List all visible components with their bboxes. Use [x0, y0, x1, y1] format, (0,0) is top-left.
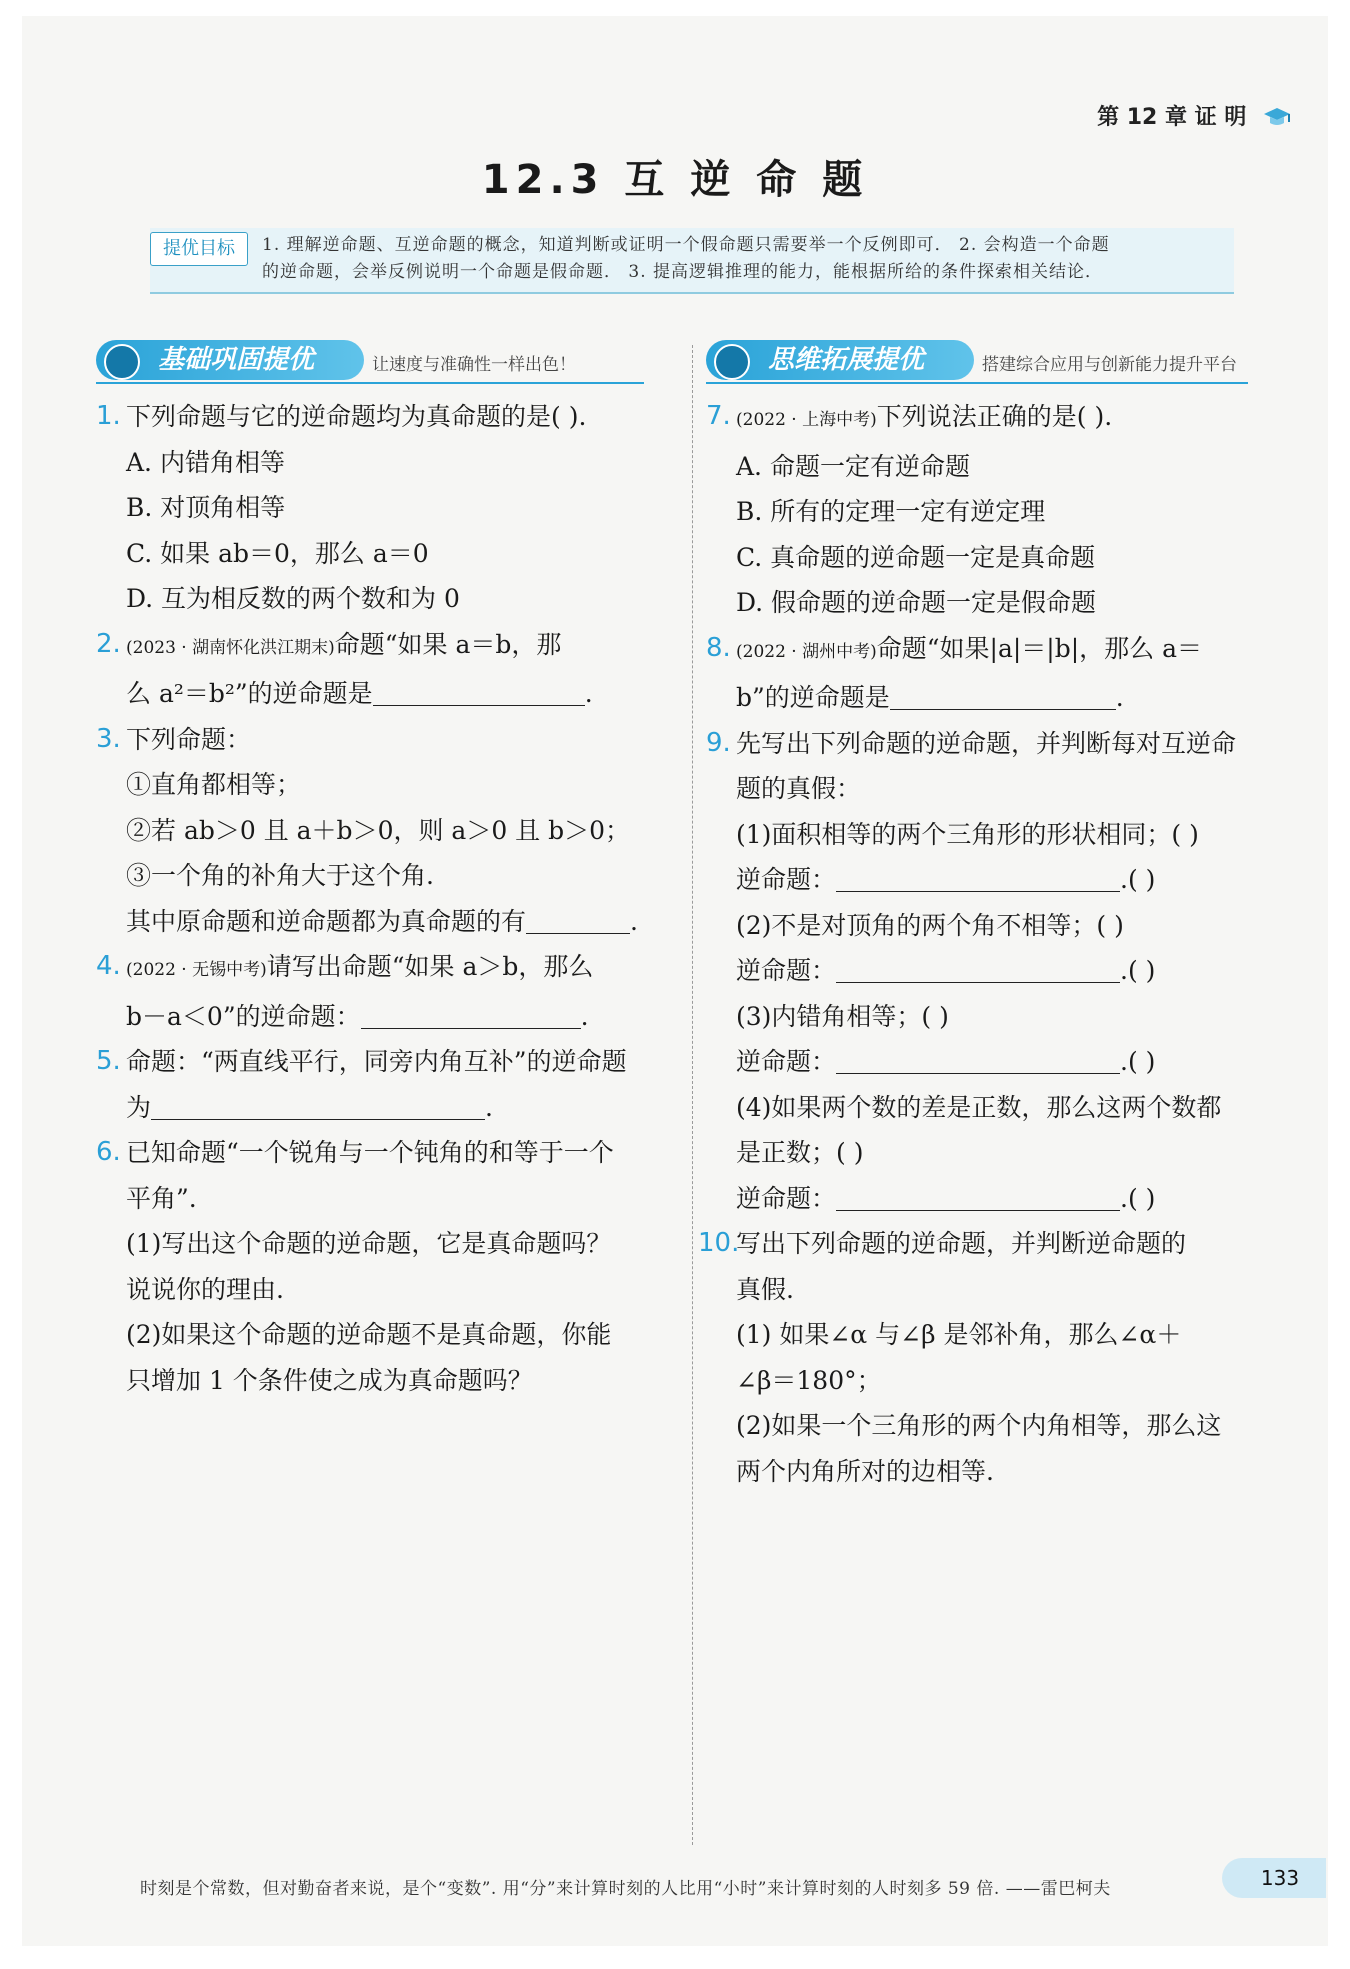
section-subtitle: 搭建综合应用与创新能力提升平台 — [982, 355, 1237, 375]
answer-blank[interactable] — [373, 680, 585, 706]
answer-blank[interactable] — [890, 684, 1116, 710]
section-underline — [706, 382, 1248, 384]
answer-blank[interactable] — [526, 908, 630, 934]
question-6-line: 平角”. — [126, 1183, 197, 1213]
option-c: C. 如果 ab＝0，那么 a＝0 — [126, 538, 429, 568]
page-number: 133 — [1260, 1866, 1300, 1890]
option-d: D. 互为相反数的两个数和为 0 — [126, 584, 460, 613]
question-2: 2. (2023 · 湖南怀化洪江期末)命题“如果 a＝b，那 — [96, 628, 562, 659]
converse-line: 逆命题： .( ) — [736, 865, 1156, 894]
option-a: A. 内错角相等 — [126, 447, 285, 477]
section-label: 思维拓展提优 — [706, 340, 974, 380]
section-underline — [96, 382, 644, 384]
page-title: 12.3 互 逆 命 题 — [481, 157, 869, 203]
chapter-header — [1097, 100, 1292, 131]
question-8: 8. (2022 · 湖州中考)命题“如果|a|＝|b|，那么 a＝ — [706, 632, 1202, 663]
sub-question: (1)写出这个命题的逆命题，它是真命题吗？ — [126, 1229, 612, 1258]
target-icon — [104, 344, 140, 380]
right-column — [698, 394, 1296, 1494]
proposition-item: ①直角都相等； — [126, 770, 302, 799]
goal-line: 的逆命题，会举反例说明一个命题是假命题． 3. 提高逻辑推理的能力，能根据所给的条件探索相关结论． — [262, 262, 1104, 282]
goal-text — [262, 232, 1222, 286]
option-b: B. 所有的定理一定有逆定理 — [736, 497, 1046, 526]
question-7: 7. (2022 · 上海中考)下列说法正确的是( ). — [706, 401, 1113, 431]
footer-quote: 时刻是个常数，但对勤奋者来说，是个“变数”. 用“分”来计算时刻的人比用“小时”来计算时刻的人时刻多 59 倍. ——雷巴柯夫 — [140, 1879, 1111, 1899]
sub-question: 只增加 1 个条件使之成为真命题吗？ — [126, 1365, 533, 1395]
question-6: 6. 已知命题“一个锐角与一个钝角的和等于一个 — [96, 1137, 614, 1167]
question-2-line: 么 a²＝b²”的逆命题是 . — [126, 679, 593, 708]
sub-question: (2)不是对顶角的两个角不相等；( ) — [736, 910, 1124, 940]
goal-line: 1. 理解逆命题、互逆命题的概念，知道判断或证明一个假命题只需要举一个反例即可． 2. 会构造一个命题 — [262, 235, 1110, 255]
sub-question: 说说你的理由. — [126, 1274, 284, 1304]
sub-question: (2)如果这个命题的逆命题不是真命题，你能 — [126, 1320, 612, 1349]
section-subtitle: 让速度与准确性一样出色！ — [372, 355, 576, 375]
goal-badge: 提优目标 — [150, 232, 248, 266]
converse-line: 逆命题： .( ) — [736, 1183, 1156, 1213]
section-banner-basic — [96, 340, 644, 384]
answer-blank[interactable] — [836, 957, 1120, 983]
question-3: 3. 下列命题： — [96, 723, 252, 754]
question-1: 1. 下列命题与它的逆命题均为真命题的是( ). — [96, 401, 587, 431]
answer-blank[interactable] — [836, 866, 1120, 892]
proposition-item: ②若 ab＞0 且 a＋b＞0，则 a＞0 且 b＞0； — [126, 815, 631, 845]
answer-blank[interactable] — [836, 1185, 1120, 1211]
learning-goals-box — [150, 228, 1234, 294]
option-a: A. 命题一定有逆命题 — [736, 451, 970, 481]
answer-blank[interactable] — [361, 1003, 581, 1029]
sub-question: 是正数；( ) — [736, 1138, 864, 1167]
sub-question: (1)面积相等的两个三角形的形状相同；( ) — [736, 819, 1199, 849]
question-10-line: 真假. — [736, 1274, 794, 1304]
sub-question: 两个内角所对的边相等. — [736, 1456, 994, 1486]
chapter-label: 第 12 章 证 明 — [1097, 105, 1247, 130]
answer-blank[interactable] — [151, 1094, 485, 1120]
proposition-item: ③一个角的补角大于这个角. — [126, 861, 434, 890]
left-column — [96, 394, 676, 1403]
option-b: B. 对顶角相等 — [126, 493, 286, 522]
option-d: D. 假命题的逆命题一定是假命题 — [736, 588, 1097, 617]
converse-line: 逆命题： .( ) — [736, 956, 1156, 985]
sub-question: (3)内错角相等；( ) — [736, 1001, 949, 1031]
answer-blank[interactable] — [836, 1048, 1120, 1074]
sub-question: (1) 如果∠α 与∠β 是邻补角，那么∠α＋ — [736, 1320, 1182, 1349]
option-c: C. 真命题的逆命题一定是真命题 — [736, 542, 1096, 572]
question-3-ask: 其中原命题和逆命题都为真命题的有 . — [126, 906, 638, 936]
column-divider — [692, 345, 693, 1845]
question-10: 10. 写出下列命题的逆命题，并判断逆命题的 — [698, 1228, 1187, 1258]
question-4: 4. (2022 · 无锡中考)请写出命题“如果 a＞b，那么 — [96, 951, 594, 981]
sub-question: (2)如果一个三角形的两个内角相等，那么这 — [736, 1411, 1222, 1440]
converse-line: 逆命题： .( ) — [736, 1047, 1156, 1076]
question-9-line: 题的真假： — [736, 774, 862, 803]
sub-question: (4)如果两个数的差是正数，那么这两个数都 — [736, 1092, 1222, 1122]
section-label: 基础巩固提优 — [96, 340, 364, 380]
sub-question: ∠β＝180°； — [736, 1365, 882, 1395]
question-9: 9. 先写出下列命题的逆命题，并判断每对互逆命 — [706, 727, 1237, 758]
question-4-line: b－a＜0”的逆命题： . — [126, 1001, 589, 1031]
atom-icon — [714, 344, 750, 380]
question-5: 5. 命题：“两直线平行，同旁内角互补”的逆命题 — [96, 1046, 627, 1076]
graduation-cap-icon — [1262, 105, 1292, 129]
question-5-line: 为 . — [126, 1092, 493, 1122]
section-banner-advanced — [706, 340, 1248, 384]
question-8-line: b”的逆命题是 . — [736, 683, 1124, 712]
